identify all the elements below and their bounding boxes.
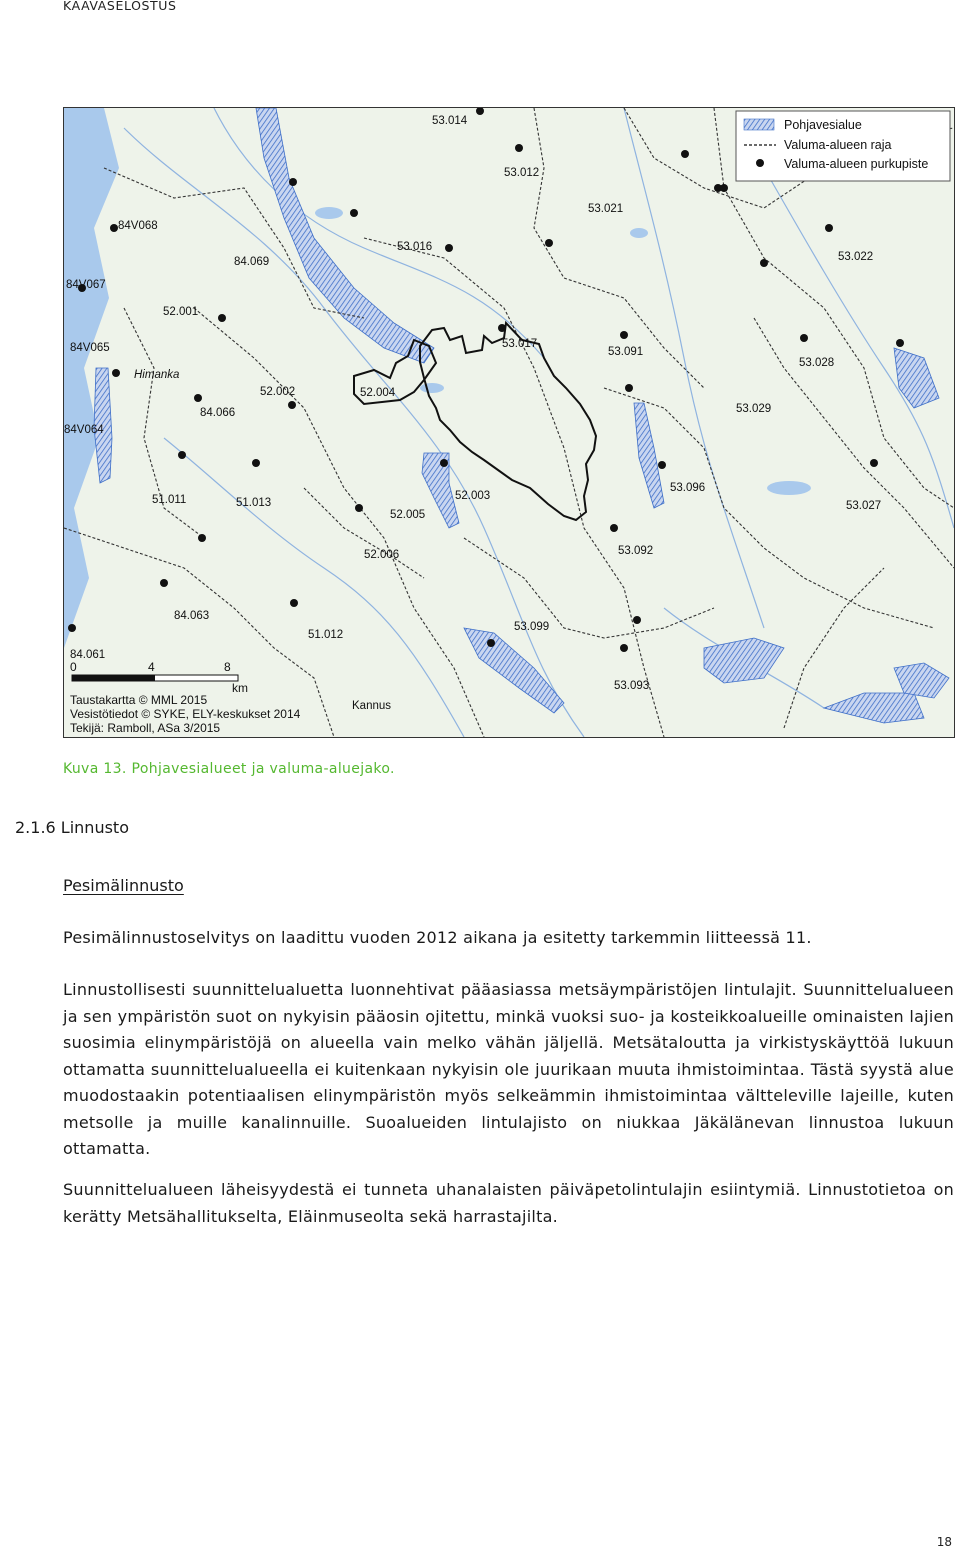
credit-background-map: Taustakartta © MML 2015 bbox=[70, 693, 208, 707]
page-number: 18 bbox=[936, 1535, 952, 1549]
scale-tick-8: 8 bbox=[224, 660, 231, 674]
figure-caption: Kuva 13. Pohjavesialueet ja valuma-aluejako. bbox=[63, 761, 395, 777]
place-name-himanka: Himanka bbox=[134, 369, 180, 381]
area-code-label: 52.001 bbox=[163, 306, 199, 318]
area-code-label: 51.011 bbox=[152, 494, 187, 506]
map-canvas bbox=[64, 108, 954, 737]
legend-hatch-swatch bbox=[744, 119, 774, 130]
area-code-label: 52.003 bbox=[455, 490, 491, 502]
legend-label-outlet: Valuma-alueen purkupiste bbox=[784, 157, 929, 171]
legend-label-boundary: Valuma-alueen raja bbox=[784, 138, 892, 152]
watershed-map bbox=[63, 107, 955, 738]
area-code-label: 51.013 bbox=[236, 497, 272, 509]
area-code-label: 84.063 bbox=[174, 610, 210, 622]
area-code-label: 53.029 bbox=[736, 403, 772, 415]
area-code-label: 52.005 bbox=[390, 509, 426, 521]
area-code-label: 84V067 bbox=[66, 279, 106, 291]
area-code-label: 53.093 bbox=[614, 680, 650, 692]
subsection-heading: Pesimälinnusto bbox=[63, 876, 184, 895]
credit-water-data: Vesistötiedot © SYKE, ELY-keskukset 2014 bbox=[70, 707, 301, 721]
area-code-label: 51.012 bbox=[308, 629, 344, 641]
scale-unit: km bbox=[232, 681, 248, 695]
scale-tick-0: 0 bbox=[70, 660, 77, 674]
document-header: KAAVASELOSTUS bbox=[63, 0, 177, 13]
scale-tick-4: 4 bbox=[148, 660, 155, 674]
area-code-label: 53.028 bbox=[799, 357, 835, 369]
area-code-label: 53.016 bbox=[397, 241, 433, 253]
area-code-label: 84.066 bbox=[200, 407, 236, 419]
credit-author: Tekijä: Ramboll, ASa 3/2015 bbox=[70, 721, 221, 735]
area-code-label: 52.002 bbox=[260, 386, 296, 398]
legend-dot-swatch bbox=[756, 159, 764, 167]
area-code-label: 52.006 bbox=[364, 549, 400, 561]
area-code-label: 53.092 bbox=[618, 545, 654, 557]
area-code-label: 53.022 bbox=[838, 251, 874, 263]
area-code-label: 84.061 bbox=[70, 649, 106, 661]
area-code-label: 53.014 bbox=[432, 115, 468, 127]
area-code-label: 53.091 bbox=[608, 346, 644, 358]
area-code-label: 53.021 bbox=[588, 203, 624, 215]
area-code-label: 53.096 bbox=[670, 482, 706, 494]
place-name-kannus: Kannus bbox=[352, 700, 392, 712]
area-code-label: 84V064 bbox=[64, 424, 104, 436]
area-code-label: 53.099 bbox=[514, 621, 550, 633]
paragraph-1: Pesimälinnustoselvitys on laadittu vuoden 2012 aikana ja esitetty tarkemmin liitteessä 11. bbox=[63, 928, 812, 947]
area-code-label: 53.027 bbox=[846, 500, 882, 512]
area-code-label: 52.004 bbox=[360, 387, 396, 399]
area-code-label: 84V065 bbox=[70, 342, 110, 354]
paragraph-3: Suunnittelualueen läheisyydestä ei tunneta uhanalaisten päiväpetolintulajin esiintymiä. Linnustotietoa on kerätty Metsähallitukselta, Eläinmuseolta sekä harrastajilta. bbox=[63, 1180, 954, 1226]
paragraph-2: Linnustollisesti suunnittelualuetta luonnehtivat pääasiassa metsäympäristöjen lintulajit. Suunnittelualueen ja sen ympäristön suot on nykyisin pääosin ojitettu, minkä vuoksi suo- ja kosteikkoalueille ominaisten lajien suosimia elinympäristöjä on alueella vain melko vähän jäljellä. Metsätaloutta ja virkistyskäyttöä lukuun ottamatta suunnittelualueella ei kuitenkaan nykyisin ole juurikaan muuta ihmistoimintaa. Tästä syystä alue muodostaakin potentiaalisen elinympäristön myös selkeämmin ihmistoimintaa vältteleville lajeille, kuten metsolle ja muille kanalinnuille. Suoalueiden lintulajisto on niukkaa Jäkälänevan linnustoa lukuun ottamatta. bbox=[63, 980, 954, 1158]
area-code-label: 84V068 bbox=[118, 220, 158, 232]
section-heading: 2.1.6 Linnusto bbox=[15, 818, 129, 837]
area-code-label: 84.069 bbox=[234, 256, 270, 268]
area-code-label: 53.012 bbox=[504, 167, 540, 179]
map-legend bbox=[736, 111, 950, 181]
legend-label-groundwater: Pohjavesialue bbox=[784, 118, 862, 132]
area-code-label: 53.017 bbox=[502, 338, 538, 350]
